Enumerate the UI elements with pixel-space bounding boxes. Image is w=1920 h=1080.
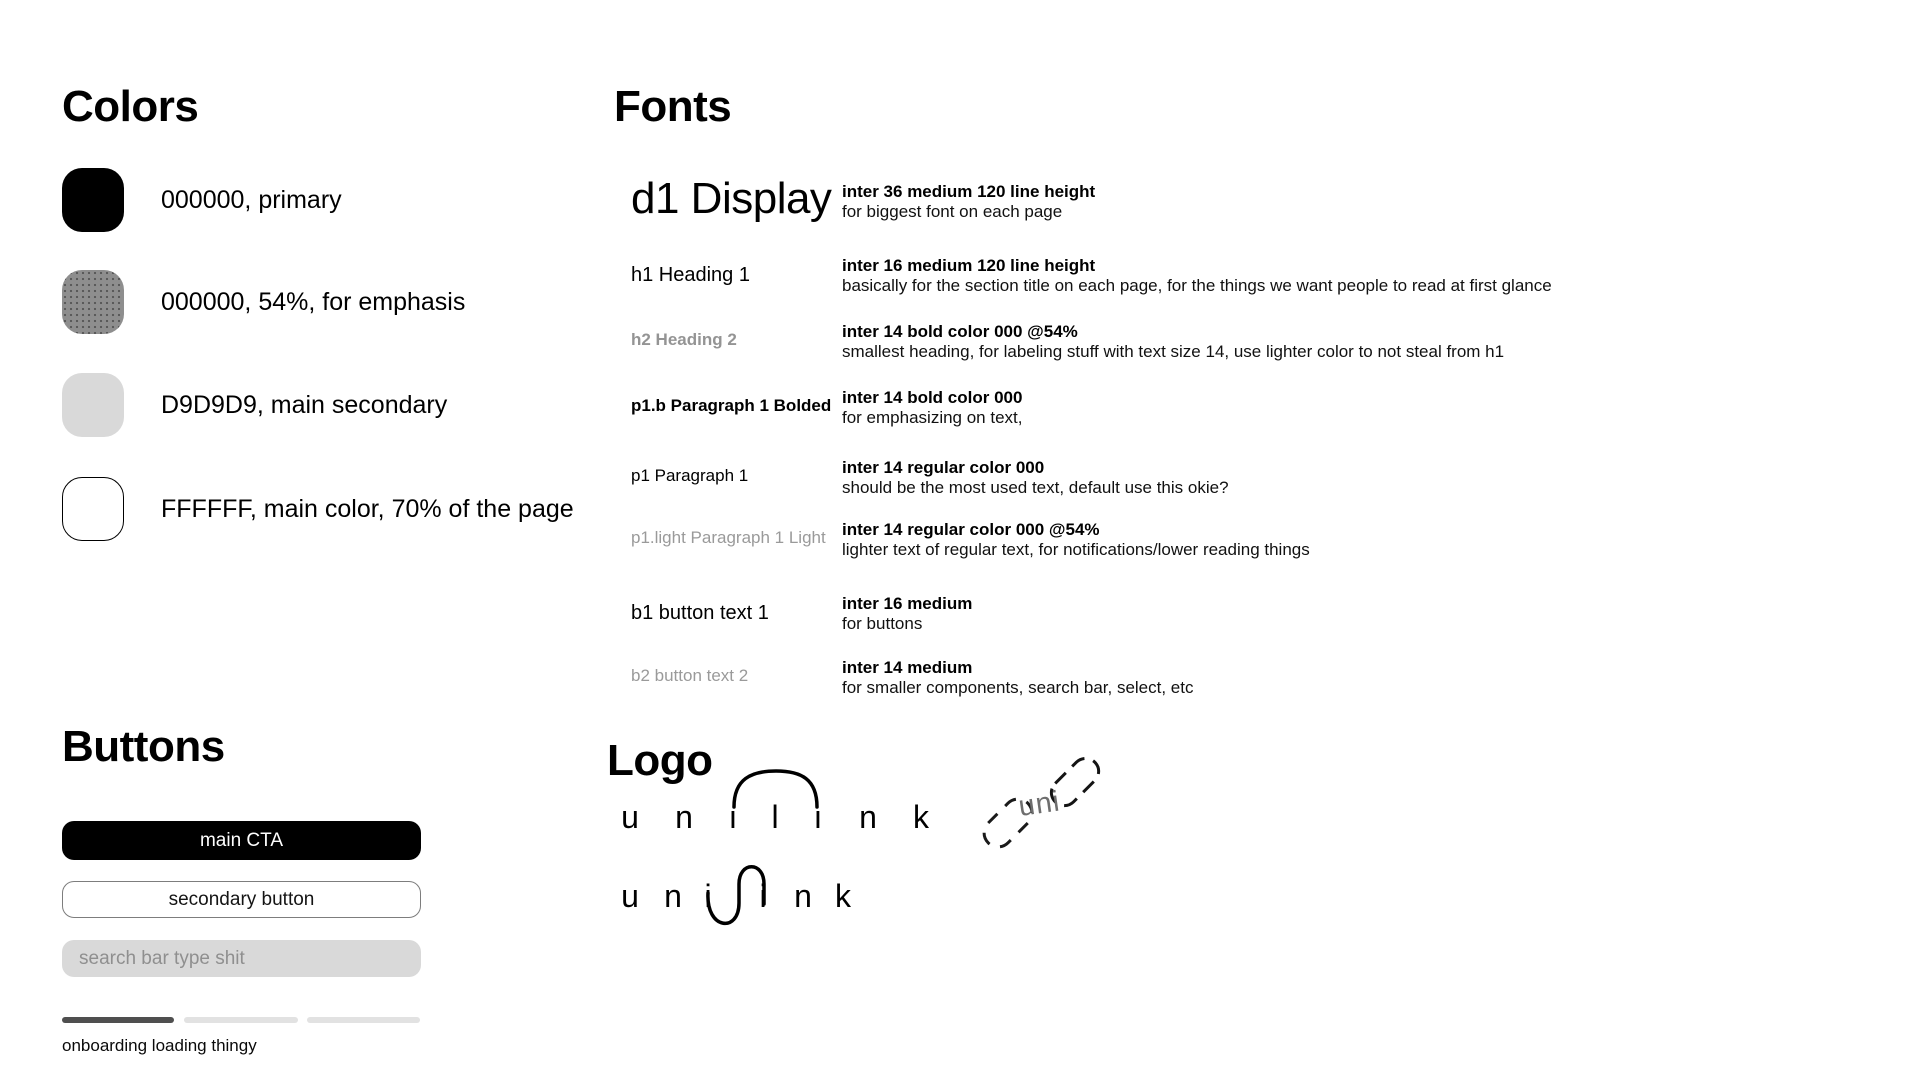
- logo-arc-connector: [734, 771, 817, 807]
- font-spec-text: inter 14 medium: [842, 658, 973, 677]
- font-note-text: for smaller components, search bar, select, etc: [842, 678, 1194, 697]
- font-desc-p1b: [842, 388, 1682, 428]
- color-swatch-white: [62, 477, 124, 541]
- logo-letter: i: [704, 878, 712, 914]
- color-label-secondary: D9D9D9, main secondary: [161, 390, 448, 419]
- secondary-button[interactable]: secondary button: [62, 881, 421, 918]
- font-desc-h1: [842, 256, 1682, 296]
- logo-letter: n: [675, 799, 693, 835]
- loading-segment-active: [62, 1017, 174, 1023]
- color-swatch-emphasis: [62, 270, 124, 334]
- logo-letter: u: [621, 878, 639, 914]
- font-sample-p1light: p1.light Paragraph 1 Light: [631, 528, 826, 547]
- font-sample-h1: h1 Heading 1: [631, 264, 750, 286]
- logo-chainlink-sketch: [978, 753, 1104, 853]
- logo-section-title: Logo: [607, 736, 713, 785]
- main-cta-button[interactable]: main CTA: [62, 821, 421, 860]
- font-note-text: basically for the section title on each page, for the things we want people to read at first glance: [842, 276, 1552, 295]
- font-spec-text: inter 14 bold color 000: [842, 388, 1023, 407]
- font-desc-b2: [842, 658, 1682, 698]
- font-desc-p1light: [842, 520, 1682, 560]
- loading-segment: [184, 1017, 298, 1023]
- color-swatch-primary: [62, 168, 124, 232]
- logo-letter: n: [859, 799, 877, 835]
- font-note-text: for buttons: [842, 614, 923, 633]
- color-label-white: FFFFFF, main color, 70% of the page: [161, 494, 574, 523]
- loading-label: onboarding loading thingy: [62, 1036, 257, 1055]
- sketch-uni-text: uni: [1016, 785, 1063, 823]
- font-note-text: lighter text of regular text, for notifications/lower reading things: [842, 540, 1310, 559]
- logo-letter: u: [621, 799, 639, 835]
- font-note-text: smallest heading, for labeling stuff with text size 14, use lighter color to not steal from h1: [842, 342, 1505, 361]
- font-sample-p1: p1 Paragraph 1: [631, 466, 749, 485]
- font-sample-d1: d1 Display: [631, 174, 832, 223]
- font-desc-b1: [842, 594, 1682, 634]
- color-row-emphasis: [62, 270, 465, 334]
- font-sample-b1: b1 button text 1: [631, 602, 769, 624]
- font-sample-b2: b2 button text 2: [631, 666, 749, 685]
- logo-letter: ı: [728, 799, 738, 835]
- chain-link-top-icon: [1046, 753, 1104, 811]
- colors-section-title: Colors: [62, 82, 199, 131]
- logo-letter: l: [771, 799, 779, 835]
- color-swatch-secondary: [62, 373, 124, 437]
- font-spec-text: inter 16 medium: [842, 594, 973, 613]
- font-spec-text: inter 36 medium 120 line height: [842, 182, 1096, 201]
- color-label-emphasis: 000000, 54%, for emphasis: [161, 287, 466, 316]
- chain-link-bottom-icon: [978, 793, 1037, 852]
- font-note-text: for emphasizing on text,: [842, 408, 1023, 427]
- loading-segment: [307, 1017, 420, 1023]
- color-row-white: [62, 477, 574, 541]
- buttons-section-title: Buttons: [62, 722, 225, 771]
- font-spec-text: inter 14 bold color 000 @54%: [842, 322, 1078, 341]
- logo-letter: i: [759, 878, 767, 914]
- logo-letter: k: [835, 878, 851, 914]
- font-sample-h2: h2 Heading 2: [631, 330, 737, 349]
- font-note-text: should be the most used text, default use this okie?: [842, 478, 1229, 497]
- logo-scurve-connector: [708, 867, 767, 924]
- color-row-primary: [62, 168, 342, 232]
- font-spec-text: inter 16 medium 120 line height: [842, 256, 1096, 275]
- font-spec-text: inter 14 regular color 000: [842, 458, 1045, 477]
- logo-letter: ı: [813, 799, 823, 835]
- fonts-section-title: Fonts: [614, 82, 732, 131]
- font-desc-p1: [842, 458, 1682, 498]
- font-spec-text: inter 14 regular color 000 @54%: [842, 520, 1100, 539]
- logo-letter: k: [913, 799, 929, 835]
- font-sample-p1b: p1.b Paragraph 1 Bolded: [631, 396, 832, 415]
- font-note-text: for biggest font on each page: [842, 202, 1063, 221]
- logo-letter: n: [664, 878, 682, 914]
- color-label-primary: 000000, primary: [161, 185, 342, 214]
- logo-letter: n: [794, 878, 812, 914]
- search-input[interactable]: [62, 940, 421, 977]
- color-row-secondary: [62, 373, 447, 437]
- font-desc-d1: [842, 182, 1682, 222]
- logo-wordmark-row2: [621, 867, 852, 924]
- font-desc-h2: [842, 322, 1682, 362]
